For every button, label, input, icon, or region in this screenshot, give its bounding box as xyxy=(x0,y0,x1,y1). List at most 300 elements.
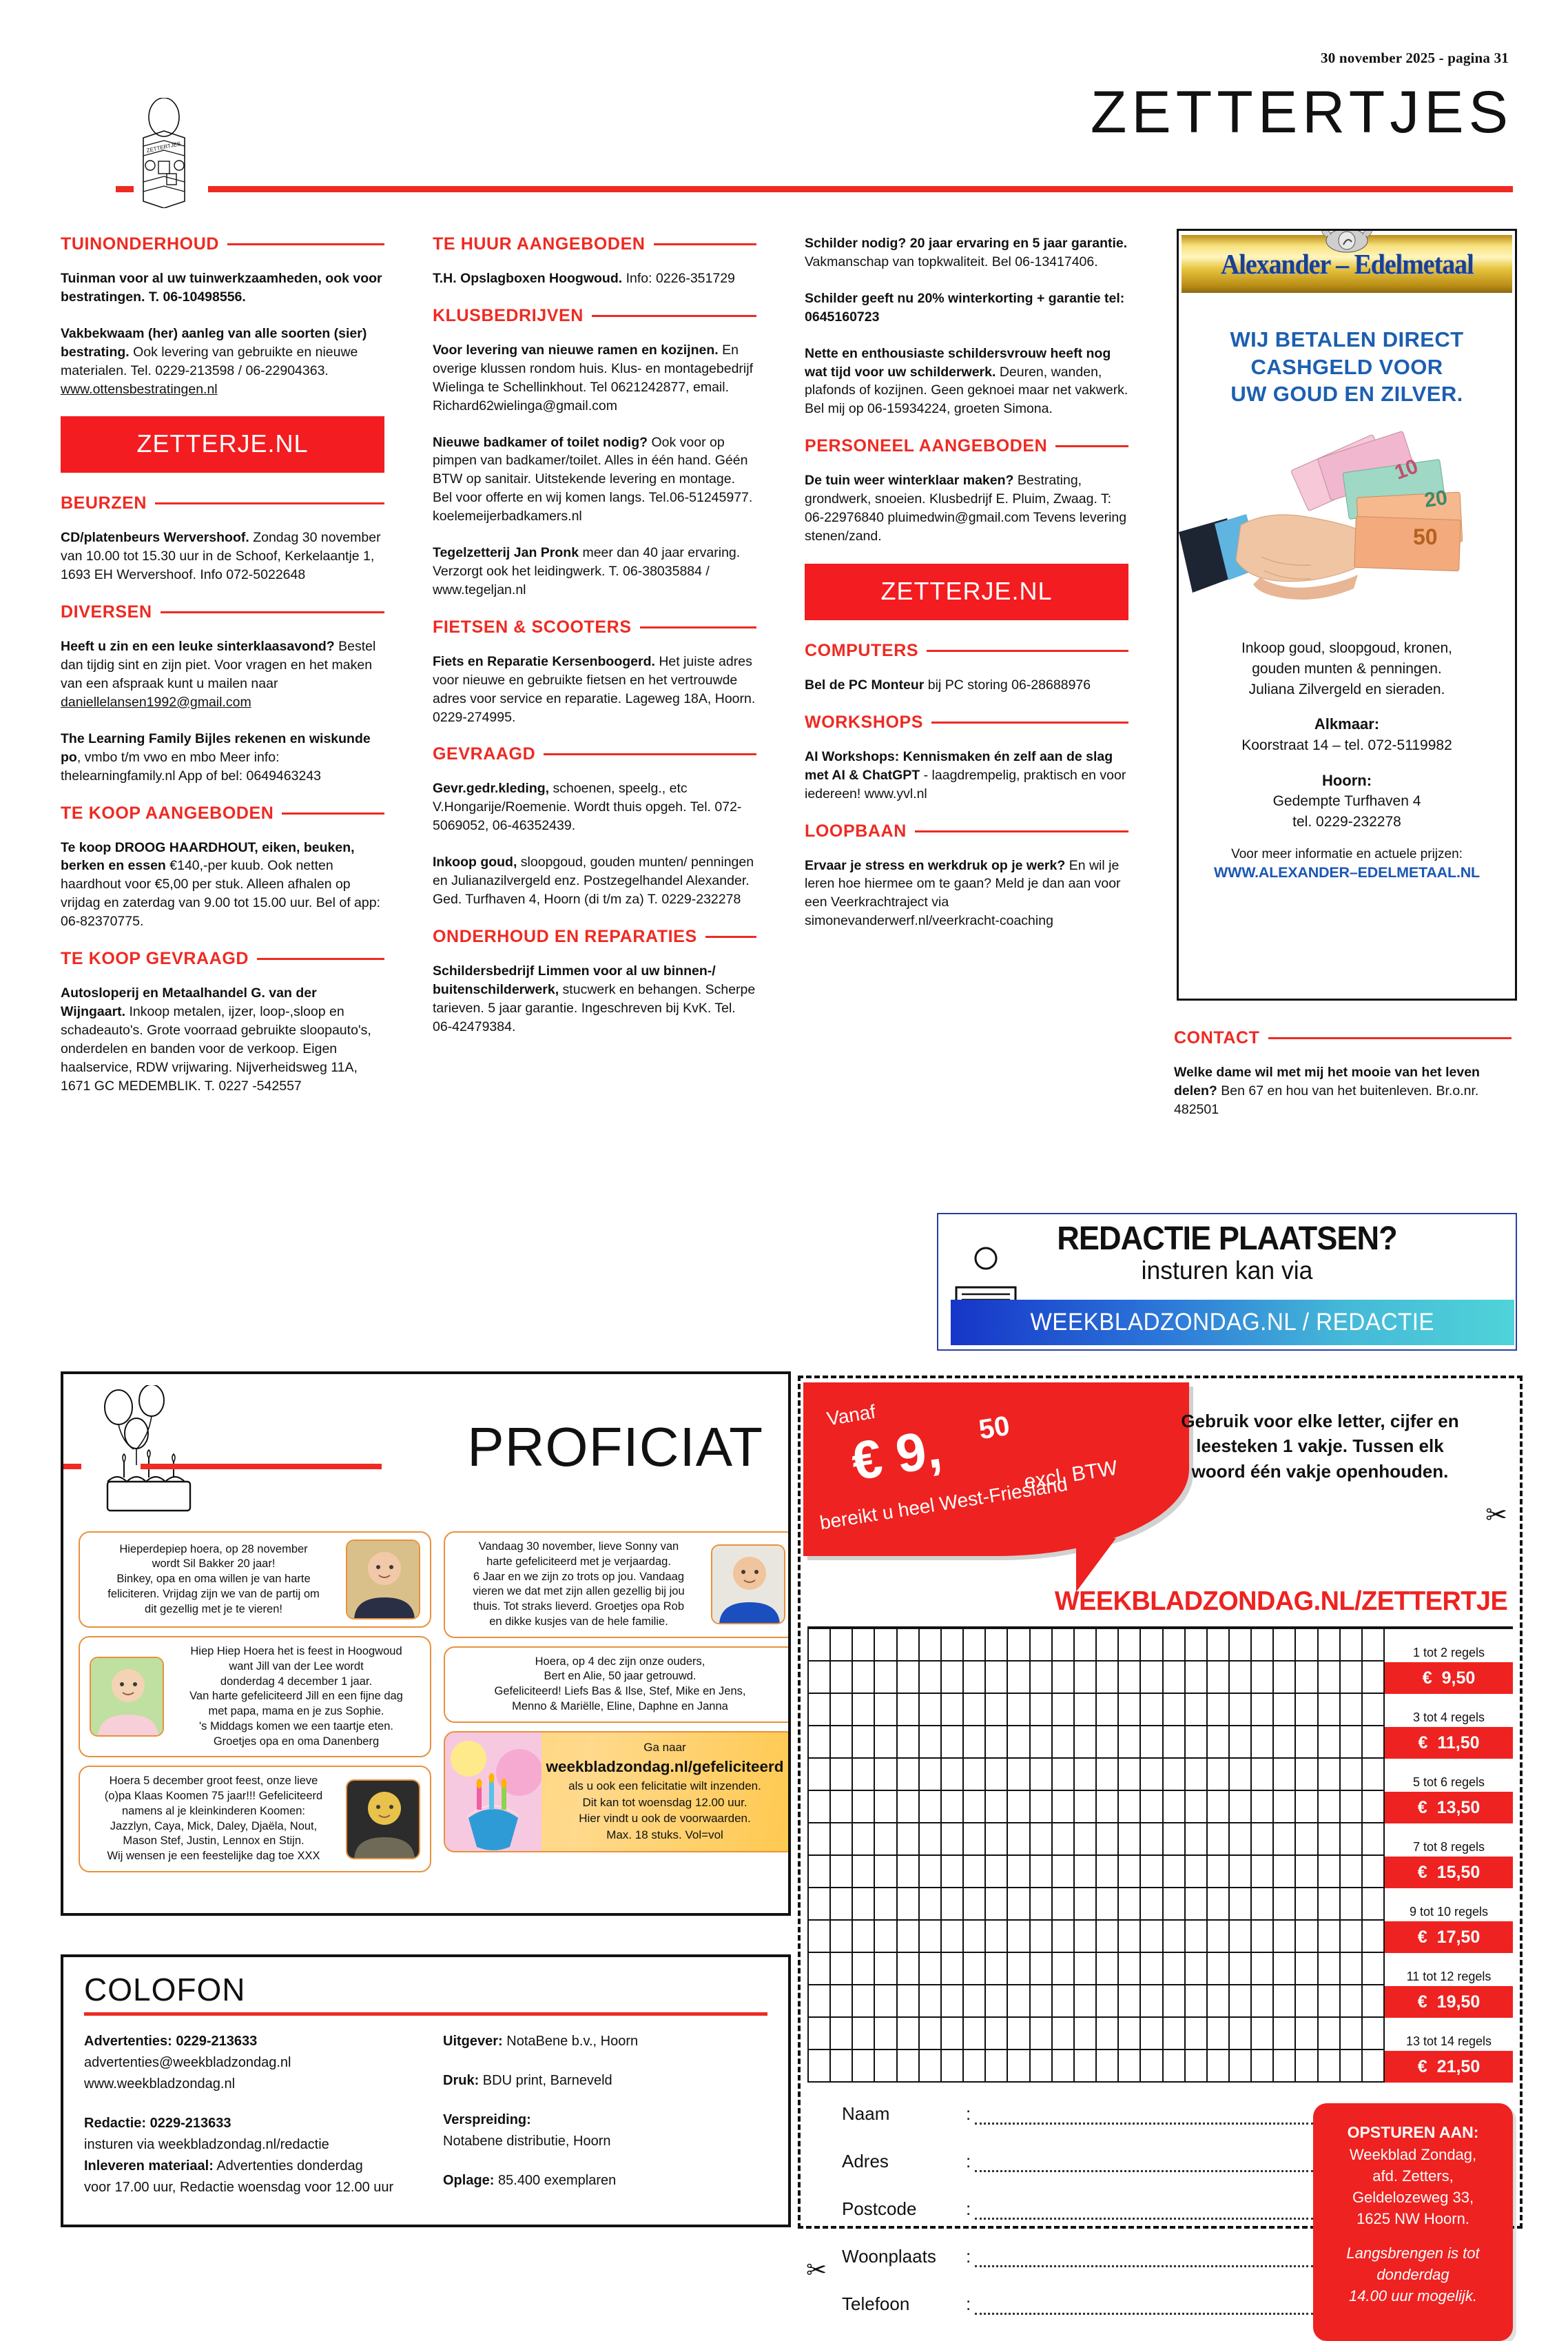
coupon-grid-cell[interactable] xyxy=(1097,1953,1119,1985)
coupon-grid-cell[interactable] xyxy=(1053,1888,1075,1921)
coupon-grid-cell[interactable] xyxy=(1208,1726,1230,1759)
coupon-grid-cell[interactable] xyxy=(1141,2018,1163,2050)
coupon-grid-cell[interactable] xyxy=(1053,2050,1075,2083)
coupon-grid-cell[interactable] xyxy=(920,1629,942,1662)
coupon-grid-cell[interactable] xyxy=(807,1694,831,1726)
coupon-grid-cell[interactable] xyxy=(1363,1856,1385,1888)
coupon-grid-cell[interactable] xyxy=(1097,1823,1119,1856)
coupon-grid-cell[interactable] xyxy=(1230,2050,1252,2083)
coupon-grid-cell[interactable] xyxy=(898,1694,920,1726)
coupon-grid-cell[interactable] xyxy=(942,1823,964,1856)
coupon-grid-cell[interactable] xyxy=(1031,1791,1053,1823)
coupon-grid-cell[interactable] xyxy=(1186,2050,1208,2083)
coupon-grid-cell[interactable] xyxy=(1274,1791,1296,1823)
coupon-grid-cell[interactable] xyxy=(1008,1726,1030,1759)
coupon-grid-cell[interactable] xyxy=(986,1629,1008,1662)
coupon-grid-cell[interactable] xyxy=(831,1759,853,1791)
coupon-grid-cell[interactable] xyxy=(831,1791,853,1823)
coupon-grid-cell[interactable] xyxy=(807,1888,831,1921)
coupon-grid-cell[interactable] xyxy=(898,1791,920,1823)
coupon-grid-cell[interactable] xyxy=(1141,1921,1163,1953)
coupon-grid-cell[interactable] xyxy=(920,1726,942,1759)
coupon-grid-cell[interactable] xyxy=(942,2018,964,2050)
coupon-grid-cell[interactable] xyxy=(875,1953,897,1985)
coupon-grid-cell[interactable] xyxy=(1141,1888,1163,1921)
coupon-grid-cell[interactable] xyxy=(1363,1823,1385,1856)
coupon-grid-cell[interactable] xyxy=(1363,1662,1385,1694)
coupon-grid-cell[interactable] xyxy=(1296,1726,1318,1759)
coupon-grid-cell[interactable] xyxy=(1319,1726,1341,1759)
coupon-grid-cell[interactable] xyxy=(1097,1921,1119,1953)
coupon-grid-cell[interactable] xyxy=(1319,1985,1341,2018)
coupon-grid-cell[interactable] xyxy=(1208,1629,1230,1662)
coupon-grid-cell[interactable] xyxy=(1230,1823,1252,1856)
coupon-grid-cell[interactable] xyxy=(807,1791,831,1823)
coupon-grid-cell[interactable] xyxy=(1186,1791,1208,1823)
coupon-grid-cell[interactable] xyxy=(1119,1985,1141,2018)
coupon-grid-cell[interactable] xyxy=(1230,1921,1252,1953)
coupon-grid-cell[interactable] xyxy=(831,2050,853,2083)
coupon-grid-cell[interactable] xyxy=(807,1662,831,1694)
coupon-grid-cell[interactable] xyxy=(942,1662,964,1694)
coupon-grid-cell[interactable] xyxy=(1274,1985,1296,2018)
coupon-grid-cell[interactable] xyxy=(942,1985,964,2018)
coupon-grid-cell[interactable] xyxy=(964,1856,986,1888)
coupon-grid-cell[interactable] xyxy=(1274,1726,1296,1759)
coupon-grid-cell[interactable] xyxy=(1186,1726,1208,1759)
coupon-grid-cell[interactable] xyxy=(875,1856,897,1888)
coupon-grid-cell[interactable] xyxy=(1296,1856,1318,1888)
coupon-grid-cell[interactable] xyxy=(1319,1953,1341,1985)
coupon-grid-cell[interactable] xyxy=(1141,1694,1163,1726)
coupon-grid-cell[interactable] xyxy=(1296,1953,1318,1985)
coupon-grid-cell[interactable] xyxy=(1075,1629,1097,1662)
coupon-grid-cell[interactable] xyxy=(1252,1662,1274,1694)
coupon-grid-cell[interactable] xyxy=(853,1856,875,1888)
coupon-grid-cell[interactable] xyxy=(1208,1823,1230,1856)
coupon-form-fields[interactable] xyxy=(807,2103,1313,2341)
coupon-grid-cell[interactable] xyxy=(1319,1629,1341,1662)
coupon-grid-cell[interactable] xyxy=(1119,1759,1141,1791)
coupon-grid-cell[interactable] xyxy=(1119,1888,1141,1921)
coupon-grid-cell[interactable] xyxy=(1296,1921,1318,1953)
coupon-grid-cell[interactable] xyxy=(807,1953,831,1985)
coupon-grid-row[interactable] xyxy=(807,1888,1513,1921)
coupon-grid-cell[interactable] xyxy=(1119,1856,1141,1888)
coupon-grid-cell[interactable] xyxy=(1208,1921,1230,1953)
coupon-grid-cell[interactable] xyxy=(1164,1694,1186,1726)
coupon-grid-cell[interactable] xyxy=(920,1888,942,1921)
coupon-grid-cell[interactable] xyxy=(942,1856,964,1888)
coupon-grid-cell[interactable] xyxy=(1119,1662,1141,1694)
coupon-grid-cell[interactable] xyxy=(1053,1791,1075,1823)
coupon-grid-cell[interactable] xyxy=(1363,2018,1385,2050)
coupon-grid-cell[interactable] xyxy=(1363,1629,1385,1662)
coupon-grid-cell[interactable] xyxy=(875,1921,897,1953)
coupon-grid-cell[interactable] xyxy=(1141,1629,1163,1662)
coupon-grid-cell[interactable] xyxy=(986,1759,1008,1791)
coupon-grid-cell[interactable] xyxy=(1252,1823,1274,1856)
coupon-grid-cell[interactable] xyxy=(853,1662,875,1694)
coupon-grid-cell[interactable] xyxy=(1319,1791,1341,1823)
coupon-grid-cell[interactable] xyxy=(853,2050,875,2083)
coupon-grid-cell[interactable] xyxy=(1008,1856,1030,1888)
coupon-grid-cell[interactable] xyxy=(1341,1856,1363,1888)
coupon-grid-row[interactable] xyxy=(807,1856,1513,1888)
coupon-grid-cell[interactable] xyxy=(920,1856,942,1888)
coupon-grid-cell[interactable] xyxy=(1252,1888,1274,1921)
coupon-grid-cell[interactable] xyxy=(986,1856,1008,1888)
coupon-grid-cell[interactable] xyxy=(1031,1921,1053,1953)
coupon-grid-cell[interactable] xyxy=(1031,1953,1053,1985)
coupon-grid-cell[interactable] xyxy=(964,1662,986,1694)
coupon-grid-cell[interactable] xyxy=(875,1662,897,1694)
coupon-grid-cell[interactable] xyxy=(1075,1856,1097,1888)
coupon-grid-cell[interactable] xyxy=(1252,1985,1274,2018)
coupon-grid-cell[interactable] xyxy=(807,1629,831,1662)
coupon-grid-cell[interactable] xyxy=(1164,1629,1186,1662)
coupon-grid-cells[interactable] xyxy=(807,2018,1385,2050)
coupon-grid-cell[interactable] xyxy=(920,1694,942,1726)
coupon-grid-cell[interactable] xyxy=(1274,1759,1296,1791)
coupon-grid-cell[interactable] xyxy=(1319,2050,1341,2083)
coupon-grid-cell[interactable] xyxy=(986,1662,1008,1694)
coupon-grid-cell[interactable] xyxy=(1008,1953,1030,1985)
zetterje-nl-banner[interactable]: ZETTERJE.NL xyxy=(61,416,384,473)
coupon-grid-cell[interactable] xyxy=(964,1953,986,1985)
coupon-grid-cell[interactable] xyxy=(1141,2050,1163,2083)
coupon-grid-cell[interactable] xyxy=(1097,1726,1119,1759)
coupon-letter-grid[interactable] xyxy=(807,1626,1513,2083)
coupon-grid-cell[interactable] xyxy=(1341,1823,1363,1856)
coupon-grid-cell[interactable] xyxy=(898,2050,920,2083)
coupon-grid-cell[interactable] xyxy=(1141,1953,1163,1985)
coupon-grid-cell[interactable] xyxy=(1186,1629,1208,1662)
coupon-grid-cell[interactable] xyxy=(1164,1985,1186,2018)
coupon-field-row[interactable] xyxy=(842,2103,1313,2125)
coupon-grid-cell[interactable] xyxy=(1252,1856,1274,1888)
coupon-grid-cell[interactable] xyxy=(1097,1759,1119,1791)
coupon-grid-cell[interactable] xyxy=(1296,1694,1318,1726)
coupon-grid-cell[interactable] xyxy=(986,1888,1008,1921)
zettertje-coupon[interactable] xyxy=(798,1376,1523,2314)
coupon-grid-cell[interactable] xyxy=(1141,1759,1163,1791)
coupon-grid-cell[interactable] xyxy=(1164,1662,1186,1694)
coupon-grid-cell[interactable] xyxy=(1119,1791,1141,1823)
coupon-grid-cell[interactable] xyxy=(1053,1953,1075,1985)
coupon-grid-cell[interactable] xyxy=(1341,1694,1363,1726)
coupon-grid-cell[interactable] xyxy=(1053,1694,1075,1726)
coupon-grid-cell[interactable] xyxy=(831,1856,853,1888)
coupon-grid-cell[interactable] xyxy=(1141,1856,1163,1888)
coupon-grid-cell[interactable] xyxy=(898,1921,920,1953)
coupon-grid-cell[interactable] xyxy=(1296,1823,1318,1856)
coupon-grid-row[interactable] xyxy=(807,1985,1513,2018)
coupon-grid-cell[interactable] xyxy=(1208,1791,1230,1823)
coupon-grid-cell[interactable] xyxy=(1230,1888,1252,1921)
coupon-grid-cell[interactable] xyxy=(1164,1953,1186,1985)
coupon-grid-cell[interactable] xyxy=(1274,1694,1296,1726)
coupon-grid-cell[interactable] xyxy=(1186,1662,1208,1694)
coupon-grid-cell[interactable] xyxy=(1341,1662,1363,1694)
coupon-grid-cells[interactable] xyxy=(807,1791,1385,1823)
coupon-grid-cells[interactable] xyxy=(807,2050,1385,2083)
coupon-grid-cell[interactable] xyxy=(1075,1726,1097,1759)
coupon-grid-cell[interactable] xyxy=(1363,1694,1385,1726)
coupon-grid-cell[interactable] xyxy=(1296,1662,1318,1694)
coupon-grid-row[interactable] xyxy=(807,1791,1513,1823)
coupon-grid-cell[interactable] xyxy=(986,1921,1008,1953)
coupon-grid-cell[interactable] xyxy=(1186,1953,1208,1985)
coupon-grid-cell[interactable] xyxy=(1164,1888,1186,1921)
coupon-grid-cell[interactable] xyxy=(1119,1726,1141,1759)
coupon-grid-cell[interactable] xyxy=(875,2018,897,2050)
coupon-grid-cell[interactable] xyxy=(1230,1629,1252,1662)
coupon-grid-cell[interactable] xyxy=(898,1759,920,1791)
coupon-grid-cell[interactable] xyxy=(898,2018,920,2050)
coupon-grid-cell[interactable] xyxy=(1097,1985,1119,2018)
coupon-grid-cell[interactable] xyxy=(964,1759,986,1791)
coupon-grid-cell[interactable] xyxy=(807,1726,831,1759)
coupon-grid-cell[interactable] xyxy=(807,1921,831,1953)
coupon-grid-cell[interactable] xyxy=(875,1791,897,1823)
coupon-grid-cell[interactable] xyxy=(1296,2050,1318,2083)
coupon-grid-cell[interactable] xyxy=(853,1953,875,1985)
coupon-grid-cell[interactable] xyxy=(1031,1856,1053,1888)
coupon-grid-cell[interactable] xyxy=(964,1823,986,1856)
coupon-grid-cell[interactable] xyxy=(1252,1629,1274,1662)
coupon-grid-cell[interactable] xyxy=(898,1953,920,1985)
coupon-grid-cell[interactable] xyxy=(1141,1662,1163,1694)
coupon-grid-cell[interactable] xyxy=(1186,1888,1208,1921)
coupon-grid-cell[interactable] xyxy=(853,1985,875,2018)
coupon-grid-cell[interactable] xyxy=(831,1694,853,1726)
coupon-grid-row[interactable] xyxy=(807,2018,1513,2050)
coupon-grid-cell[interactable] xyxy=(1230,1791,1252,1823)
coupon-grid-cell[interactable] xyxy=(1031,1985,1053,2018)
coupon-grid-cell[interactable] xyxy=(1319,1856,1341,1888)
coupon-grid-cell[interactable] xyxy=(875,1759,897,1791)
coupon-grid-cell[interactable] xyxy=(920,1791,942,1823)
coupon-grid-cell[interactable] xyxy=(920,1921,942,1953)
coupon-grid-row[interactable] xyxy=(807,2050,1513,2083)
coupon-grid-cell[interactable] xyxy=(1208,1759,1230,1791)
coupon-grid-cell[interactable] xyxy=(1341,2050,1363,2083)
coupon-grid-cell[interactable] xyxy=(1274,1629,1296,1662)
coupon-grid-cell[interactable] xyxy=(1031,1629,1053,1662)
coupon-grid-cell[interactable] xyxy=(1363,1921,1385,1953)
coupon-grid-cell[interactable] xyxy=(1164,2050,1186,2083)
coupon-grid-cell[interactable] xyxy=(853,1759,875,1791)
coupon-grid-cell[interactable] xyxy=(1053,1629,1075,1662)
coupon-grid-cell[interactable] xyxy=(1119,2050,1141,2083)
coupon-grid-cell[interactable] xyxy=(1053,1726,1075,1759)
coupon-grid-cell[interactable] xyxy=(1075,1921,1097,1953)
coupon-grid-cell[interactable] xyxy=(964,1791,986,1823)
coupon-grid-cell[interactable] xyxy=(1319,1888,1341,1921)
coupon-url[interactable]: WEEKBLADZONDAG.NL/ZETTERTJE xyxy=(1054,1586,1508,1616)
coupon-grid-cell[interactable] xyxy=(807,2018,831,2050)
coupon-grid-cell[interactable] xyxy=(964,1629,986,1662)
coupon-grid-cell[interactable] xyxy=(1252,1791,1274,1823)
coupon-grid-cell[interactable] xyxy=(1097,1791,1119,1823)
coupon-grid-cell[interactable] xyxy=(807,1759,831,1791)
coupon-grid-cell[interactable] xyxy=(986,1953,1008,1985)
promo-url[interactable]: weekbladzondag.nl/gefeliciteerd xyxy=(546,1758,784,1776)
coupon-grid-cell[interactable] xyxy=(1008,1629,1030,1662)
coupon-grid-cell[interactable] xyxy=(1186,1694,1208,1726)
coupon-grid-cell[interactable] xyxy=(986,1823,1008,1856)
ad-link[interactable]: www.ottensbestratingen.nl xyxy=(61,381,218,397)
coupon-grid-cell[interactable] xyxy=(1230,1662,1252,1694)
coupon-grid-row[interactable] xyxy=(807,1662,1513,1694)
coupon-grid-cell[interactable] xyxy=(1186,1921,1208,1953)
coupon-grid-cell[interactable] xyxy=(875,2050,897,2083)
coupon-grid-cell[interactable] xyxy=(1097,1694,1119,1726)
coupon-grid-cell[interactable] xyxy=(1008,1694,1030,1726)
coupon-grid-cell[interactable] xyxy=(1075,1759,1097,1791)
coupon-grid-cell[interactable] xyxy=(1186,1985,1208,2018)
coupon-grid-cell[interactable] xyxy=(920,1662,942,1694)
coupon-grid-cell[interactable] xyxy=(1296,1629,1318,1662)
coupon-grid-cell[interactable] xyxy=(1053,1823,1075,1856)
coupon-grid-cell[interactable] xyxy=(1053,1662,1075,1694)
coupon-grid-cell[interactable] xyxy=(964,1985,986,2018)
coupon-grid-cell[interactable] xyxy=(1274,1888,1296,1921)
coupon-grid-cell[interactable] xyxy=(1008,1921,1030,1953)
coupon-grid-cell[interactable] xyxy=(1186,2018,1208,2050)
coupon-grid-cell[interactable] xyxy=(1164,1823,1186,1856)
coupon-grid-cells[interactable] xyxy=(807,1759,1385,1791)
coupon-grid-cell[interactable] xyxy=(986,1791,1008,1823)
coupon-grid-cell[interactable] xyxy=(1075,1823,1097,1856)
coupon-grid-cell[interactable] xyxy=(1119,2018,1141,2050)
coupon-grid-cell[interactable] xyxy=(831,2018,853,2050)
coupon-grid-cell[interactable] xyxy=(898,1985,920,2018)
coupon-grid-cell[interactable] xyxy=(853,1888,875,1921)
coupon-grid-cell[interactable] xyxy=(1141,1823,1163,1856)
coupon-grid-cell[interactable] xyxy=(1252,2018,1274,2050)
coupon-grid-cell[interactable] xyxy=(807,2050,831,2083)
coupon-grid-cell[interactable] xyxy=(1075,2018,1097,2050)
coupon-grid-cell[interactable] xyxy=(831,1629,853,1662)
coupon-grid-row[interactable] xyxy=(807,1629,1513,1662)
coupon-grid-cell[interactable] xyxy=(1031,1823,1053,1856)
coupon-grid-cell[interactable] xyxy=(1208,1662,1230,1694)
coupon-grid-cell[interactable] xyxy=(853,1791,875,1823)
coupon-grid-cell[interactable] xyxy=(1097,2018,1119,2050)
coupon-grid-cell[interactable] xyxy=(831,1953,853,1985)
coupon-grid-cell[interactable] xyxy=(807,1985,831,2018)
coupon-grid-cell[interactable] xyxy=(1230,1985,1252,2018)
coupon-grid-cell[interactable] xyxy=(1053,1921,1075,1953)
coupon-grid-cell[interactable] xyxy=(1008,1888,1030,1921)
coupon-grid-cell[interactable] xyxy=(1341,1791,1363,1823)
coupon-grid-cell[interactable] xyxy=(1164,1856,1186,1888)
coupon-grid-cell[interactable] xyxy=(1363,1726,1385,1759)
coupon-grid-cell[interactable] xyxy=(1341,1726,1363,1759)
coupon-grid-cell[interactable] xyxy=(853,1823,875,1856)
coupon-grid-cell[interactable] xyxy=(1363,1791,1385,1823)
coupon-grid-cell[interactable] xyxy=(1186,1823,1208,1856)
coupon-grid-cell[interactable] xyxy=(964,1921,986,1953)
coupon-grid-cell[interactable] xyxy=(831,1726,853,1759)
coupon-grid-cell[interactable] xyxy=(1208,1985,1230,2018)
coupon-grid-cell[interactable] xyxy=(1341,1759,1363,1791)
coupon-grid-cell[interactable] xyxy=(875,1888,897,1921)
coupon-grid-cell[interactable] xyxy=(1363,2050,1385,2083)
coupon-grid-cell[interactable] xyxy=(986,1985,1008,2018)
coupon-grid-cell[interactable] xyxy=(898,1856,920,1888)
coupon-grid-cell[interactable] xyxy=(1296,1985,1318,2018)
coupon-grid-cell[interactable] xyxy=(1075,1985,1097,2018)
coupon-grid-cell[interactable] xyxy=(898,1888,920,1921)
coupon-grid-cell[interactable] xyxy=(831,1888,853,1921)
coupon-grid-cells[interactable] xyxy=(807,1985,1385,2018)
coupon-grid-cell[interactable] xyxy=(1274,1662,1296,1694)
coupon-grid-cell[interactable] xyxy=(920,1759,942,1791)
coupon-grid-cells[interactable] xyxy=(807,1856,1385,1888)
coupon-grid-cell[interactable] xyxy=(1097,1629,1119,1662)
coupon-grid-cell[interactable] xyxy=(1008,2018,1030,2050)
coupon-grid-cell[interactable] xyxy=(831,1823,853,1856)
coupon-grid-row[interactable] xyxy=(807,1921,1513,1953)
coupon-grid-cell[interactable] xyxy=(875,1985,897,2018)
coupon-grid-cell[interactable] xyxy=(986,1694,1008,1726)
coupon-grid-cells[interactable] xyxy=(807,1629,1385,1662)
coupon-grid-cell[interactable] xyxy=(1319,1694,1341,1726)
coupon-grid-cell[interactable] xyxy=(1075,1791,1097,1823)
coupon-grid-cell[interactable] xyxy=(1208,2050,1230,2083)
coupon-grid-cell[interactable] xyxy=(1119,1953,1141,1985)
coupon-grid-cell[interactable] xyxy=(1341,1921,1363,1953)
coupon-grid-cell[interactable] xyxy=(986,2018,1008,2050)
coupon-grid-cell[interactable] xyxy=(1252,1694,1274,1726)
coupon-grid-cell[interactable] xyxy=(1053,1856,1075,1888)
coupon-grid-cell[interactable] xyxy=(1208,1888,1230,1921)
coupon-grid-cells[interactable] xyxy=(807,1662,1385,1694)
coupon-field-input-line[interactable] xyxy=(975,2202,1313,2220)
coupon-grid-cell[interactable] xyxy=(942,1888,964,1921)
coupon-field-row[interactable] xyxy=(842,2293,1313,2315)
coupon-grid-cell[interactable] xyxy=(942,2050,964,2083)
coupon-grid-cell[interactable] xyxy=(875,1694,897,1726)
coupon-field-row[interactable] xyxy=(842,2198,1313,2220)
coupon-grid-cell[interactable] xyxy=(1075,1694,1097,1726)
coupon-grid-cell[interactable] xyxy=(986,2050,1008,2083)
coupon-grid-cell[interactable] xyxy=(942,1953,964,1985)
alexander-website-link[interactable]: WWW.ALEXANDER–EDELMETAAL.NL xyxy=(1214,864,1480,881)
coupon-grid-row[interactable] xyxy=(807,1759,1513,1791)
coupon-grid-cell[interactable] xyxy=(920,1953,942,1985)
coupon-grid-cell[interactable] xyxy=(1341,1985,1363,2018)
coupon-grid-cell[interactable] xyxy=(1119,1629,1141,1662)
coupon-grid-cell[interactable] xyxy=(1141,1726,1163,1759)
coupon-grid-cell[interactable] xyxy=(831,1921,853,1953)
coupon-grid-cell[interactable] xyxy=(1031,1694,1053,1726)
coupon-grid-cell[interactable] xyxy=(1341,1888,1363,1921)
coupon-grid-cell[interactable] xyxy=(1230,1726,1252,1759)
coupon-field-input-line[interactable] xyxy=(975,2297,1313,2315)
coupon-grid-cell[interactable] xyxy=(1119,1823,1141,1856)
coupon-grid-cell[interactable] xyxy=(1075,1662,1097,1694)
coupon-grid-cell[interactable] xyxy=(1208,1694,1230,1726)
coupon-grid-cell[interactable] xyxy=(920,1823,942,1856)
coupon-grid-cell[interactable] xyxy=(964,2018,986,2050)
coupon-grid-cell[interactable] xyxy=(964,1888,986,1921)
coupon-grid-cell[interactable] xyxy=(1008,1985,1030,2018)
coupon-grid-cell[interactable] xyxy=(831,1985,853,2018)
